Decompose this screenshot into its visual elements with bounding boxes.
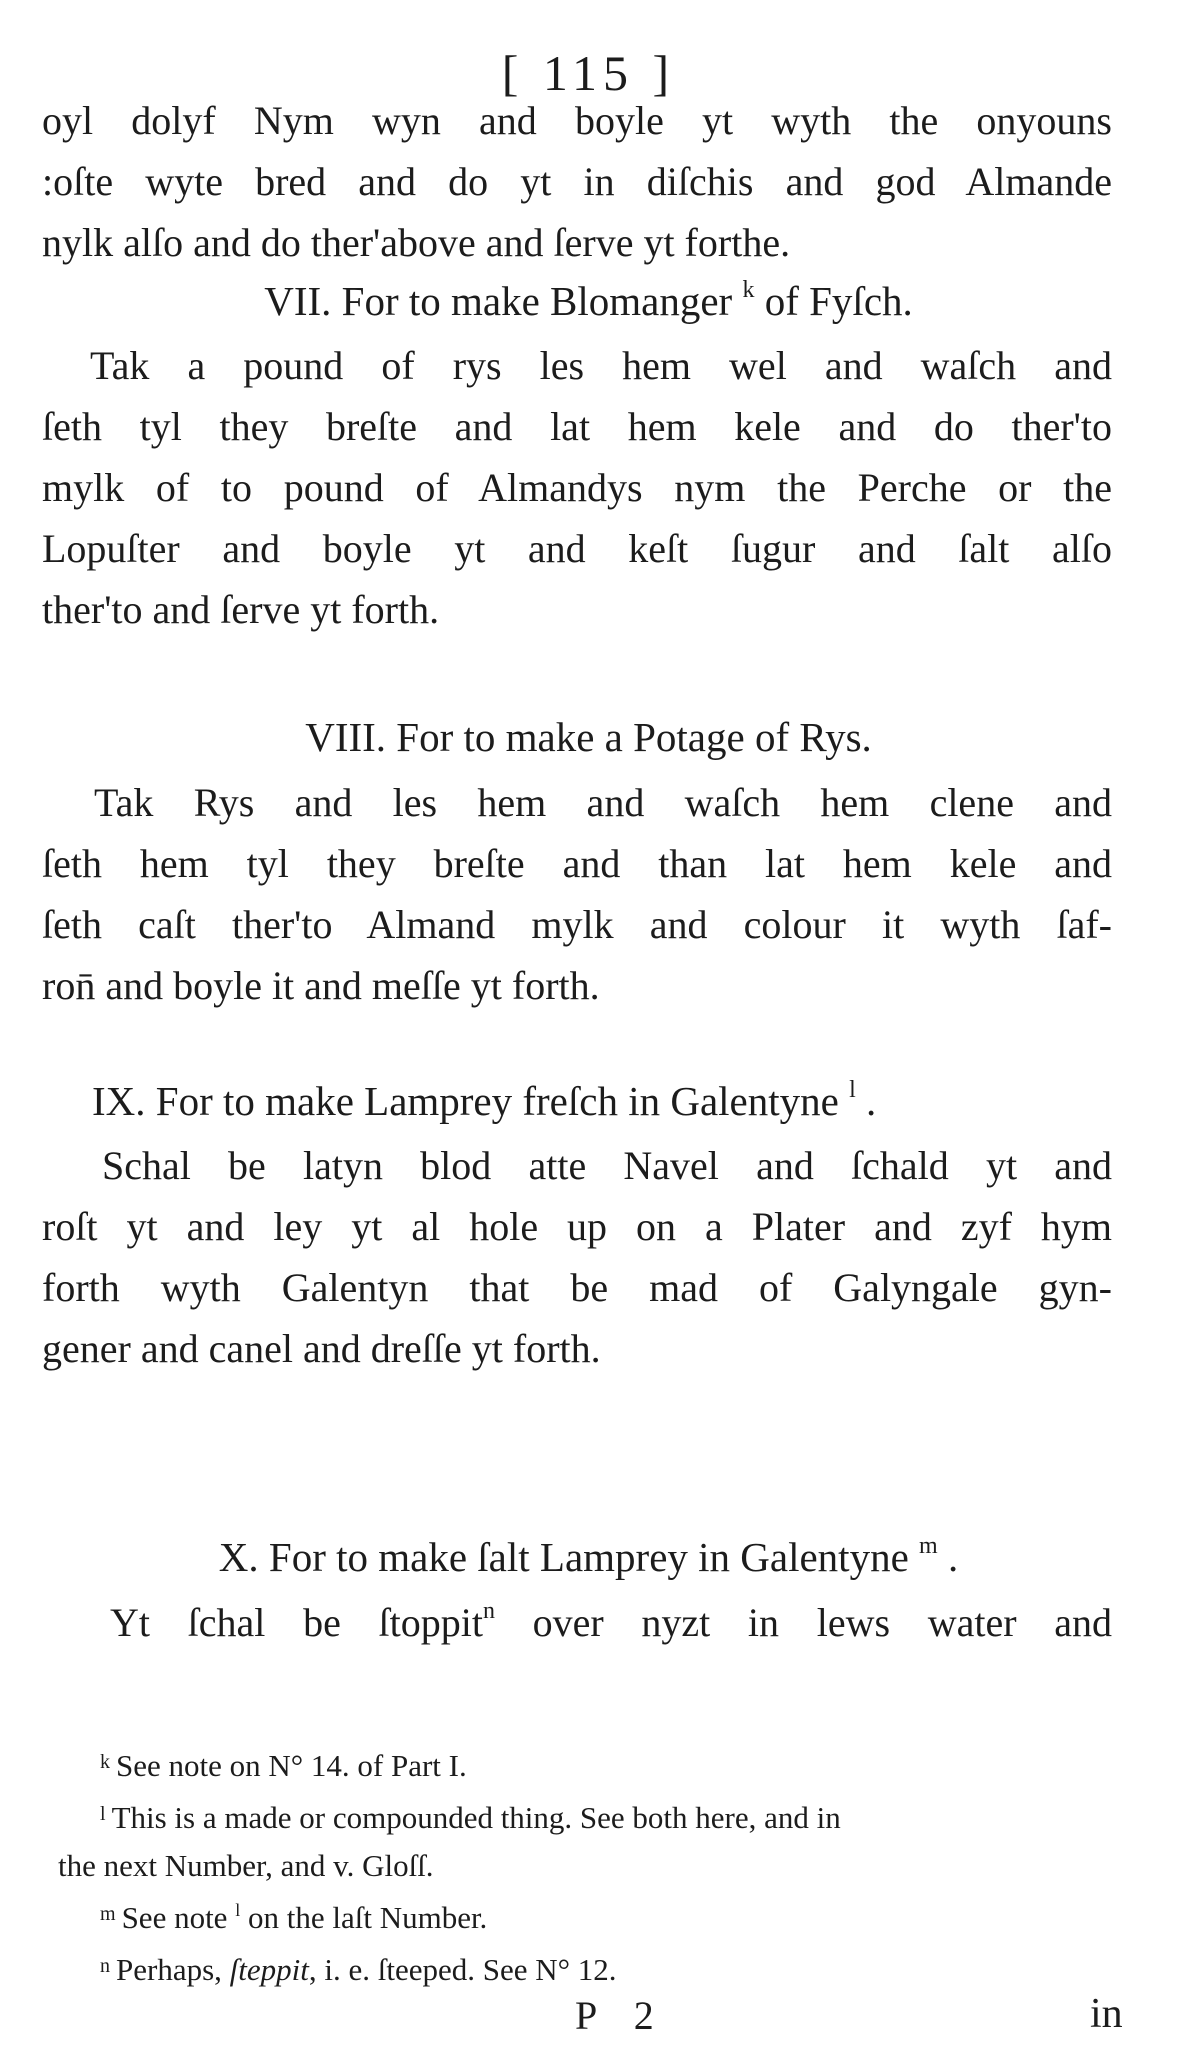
heading-text-tail: . bbox=[947, 1534, 959, 1580]
footnote-italic-word: ſteppit bbox=[229, 1952, 309, 1987]
recipe-heading-vii bbox=[0, 276, 1177, 326]
recipe-paragraph-ix bbox=[42, 1135, 1112, 1379]
footnote-mark: m bbox=[919, 1533, 938, 1559]
recipe-heading-x bbox=[0, 1532, 1177, 1582]
text-line: Tak Rys and les hem and waſch hem clene and bbox=[94, 780, 1112, 825]
text-line: ſeth hem tyl they breſte and than lat hem kele and bbox=[42, 841, 1112, 886]
footnote-text: on the laſt Number. bbox=[240, 1900, 488, 1935]
recipe-paragraph-x bbox=[42, 1592, 1112, 1653]
text-line: ſeth tyl they breſte and lat hem kele and do ther'to bbox=[42, 404, 1112, 449]
footnote-text: This is a made or compounded thing. See both here, and in bbox=[111, 1800, 841, 1835]
text-line: forth wyth Galentyn that be mad of Galyngale gyn- bbox=[42, 1265, 1112, 1310]
heading-text: VII. For to make Blomanger bbox=[264, 278, 733, 324]
catchword: in bbox=[1090, 1991, 1123, 2037]
heading-text: VIII. For to make a Potage of Rys. bbox=[305, 714, 872, 760]
text-line: Tak a pound of rys les hem wel and waſch and bbox=[90, 343, 1112, 388]
text-line: ron̄ and boyle it and meſſe yt forth. bbox=[42, 963, 600, 1008]
footnote-mark: l bbox=[100, 1803, 106, 1825]
text-segment: over nyzt in lews water and bbox=[494, 1600, 1112, 1645]
text-line: gener and canel and dreſſe yt forth. bbox=[42, 1326, 601, 1371]
text-line: mylk of to pound of Almandys nym the Perche or the bbox=[42, 465, 1112, 510]
footnote-text: Perhaps, bbox=[116, 1952, 230, 1987]
text-line: ſeth caſt ther'to Almand mylk and colour it wyth ſaf- bbox=[42, 902, 1112, 947]
heading-text: IX. For to make Lamprey freſch in Galentyne bbox=[92, 1078, 839, 1124]
text-line: Lopuſter and boyle yt and keſt ſugur and ſalt alſo bbox=[42, 526, 1112, 571]
intro-paragraph bbox=[42, 90, 1112, 273]
footnote-inner-mark: l bbox=[235, 1900, 241, 1920]
page-number: [ 115 ] bbox=[501, 45, 676, 101]
recipe-paragraph-viii bbox=[42, 772, 1112, 1016]
footnote-l-continued bbox=[58, 1842, 1130, 1890]
footnote-m bbox=[100, 1890, 1130, 1942]
heading-text-tail: . bbox=[866, 1078, 877, 1124]
footnote-mark: k bbox=[742, 277, 755, 303]
heading-text-tail: of Fyſch. bbox=[764, 278, 913, 324]
text-line: :oſte wyte bred and do yt in diſchis and god Almande bbox=[42, 159, 1112, 204]
footnote-text: the next Number, and v. Gloſſ. bbox=[58, 1848, 434, 1883]
footnote-text: See note bbox=[121, 1900, 228, 1935]
text-line: oyl dolyf Nym wyn and boyle yt wyth the onyouns bbox=[42, 98, 1112, 143]
text-line bbox=[42, 1592, 1112, 1653]
signature-mark: P 2 bbox=[575, 1993, 668, 2038]
text-line: roſt yt and ley yt al hole up on a Plater and zyf hym bbox=[42, 1204, 1112, 1249]
text-line: nylk alſo and do ther'above and ſerve yt forthe. bbox=[42, 220, 791, 265]
footnote-text: , i. e. ſteeped. See N° 12. bbox=[308, 1952, 617, 1987]
footnote-mark: n bbox=[482, 1598, 495, 1624]
footnotes bbox=[60, 1738, 1130, 1994]
footnote-k bbox=[100, 1738, 1130, 1790]
footnote-mark: k bbox=[100, 1751, 110, 1773]
footnote-mark: m bbox=[100, 1903, 116, 1925]
recipe-heading-viii bbox=[0, 712, 1177, 762]
text-segment: Yt ſchal be ſtoppit bbox=[110, 1600, 483, 1645]
heading-text: X. For to make ſalt Lamprey in Galentyne bbox=[218, 1534, 909, 1580]
footnote-mark: l bbox=[849, 1077, 856, 1103]
footnote-l bbox=[100, 1790, 1130, 1842]
text-line: Schal be latyn blod atte Navel and ſchald yt and bbox=[102, 1143, 1112, 1188]
footnote-text: See note on N° 14. of Part I. bbox=[116, 1748, 467, 1783]
recipe-heading-ix bbox=[92, 1076, 1092, 1126]
footnote-n bbox=[100, 1942, 1130, 1994]
recipe-paragraph-vii bbox=[42, 335, 1112, 640]
footnote-mark: n bbox=[100, 1955, 110, 1977]
text-line: ther'to and ſerve yt forth. bbox=[42, 587, 440, 632]
